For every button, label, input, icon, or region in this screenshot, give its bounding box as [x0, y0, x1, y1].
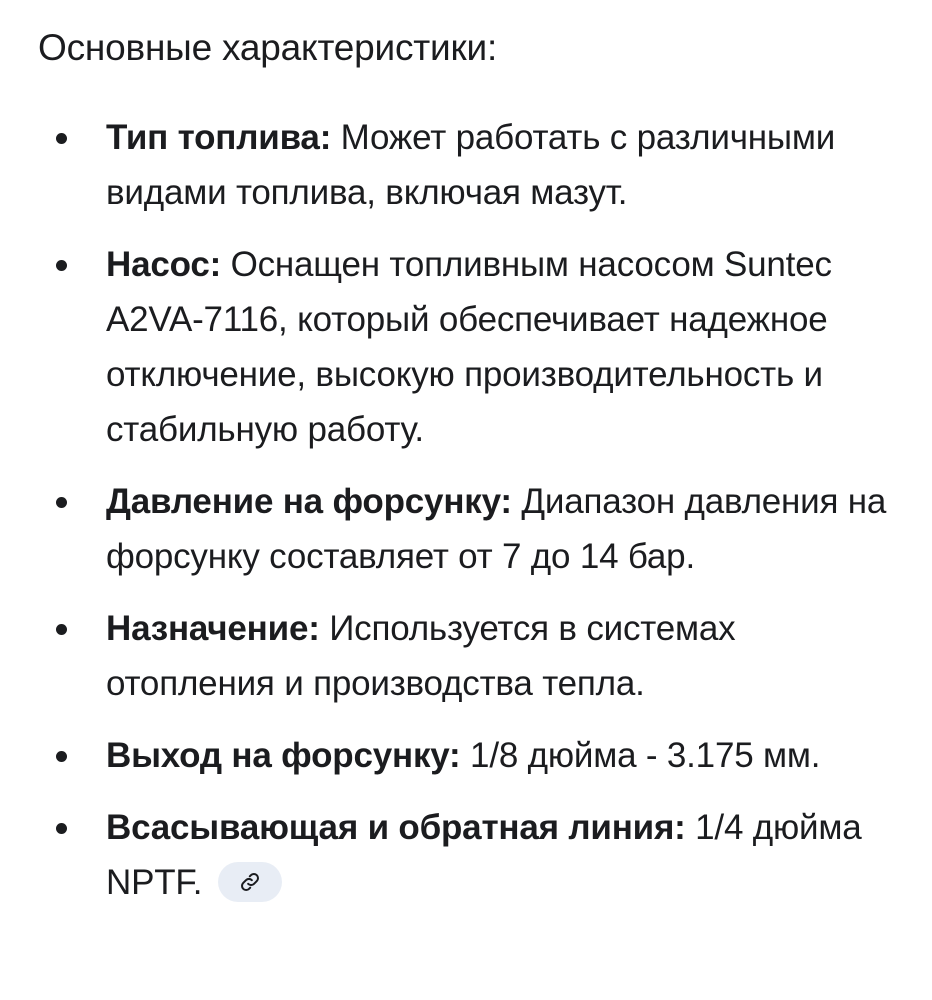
spec-text: Может работать с различными видами топлива, включая мазут.: [106, 118, 836, 212]
link-icon: [239, 871, 261, 893]
list-item-nozzle-pressure: [38, 474, 908, 584]
list-item-pump: [38, 237, 908, 457]
spec-term: Тип топлива:: [106, 118, 332, 157]
spec-term: Всасывающая и обратная линия:: [106, 808, 686, 847]
spec-list: [38, 110, 908, 910]
spec-text: Диапазон давления на форсунку составляет от 7 до 14 бар.: [106, 482, 887, 576]
bullet: [56, 624, 67, 635]
spec-text: 1/8 дюйма - 3.175 мм.: [460, 736, 821, 775]
bullet: [56, 260, 67, 271]
bullet: [56, 133, 67, 144]
spec-term: Назначение:: [106, 609, 320, 648]
response-content: [38, 20, 908, 927]
list-item-nozzle-outlet: [38, 728, 908, 783]
list-item-suction-return-line: [38, 800, 908, 910]
spec-term: Давление на форсунку:: [106, 482, 512, 521]
spec-text: Используется в системах отопления и производства тепла.: [106, 609, 736, 703]
list-item-fuel-type: [38, 110, 908, 220]
list-item-purpose: [38, 601, 908, 711]
spec-term: Выход на форсунку:: [106, 736, 461, 775]
bullet: [56, 497, 67, 508]
section-title: Основные характеристики:: [38, 27, 498, 68]
source-link-button[interactable]: [218, 862, 282, 902]
bullet: [56, 823, 67, 834]
spec-text: 1/4 дюйма NPTF.: [106, 808, 862, 902]
spec-term: Насос:: [106, 245, 222, 284]
spec-text: Оснащен топливным насосом Suntec A2VA-7116, который обеспечивает надежное отключение, высокую производительность и стабильную работу.: [106, 245, 832, 449]
bullet: [56, 751, 67, 762]
